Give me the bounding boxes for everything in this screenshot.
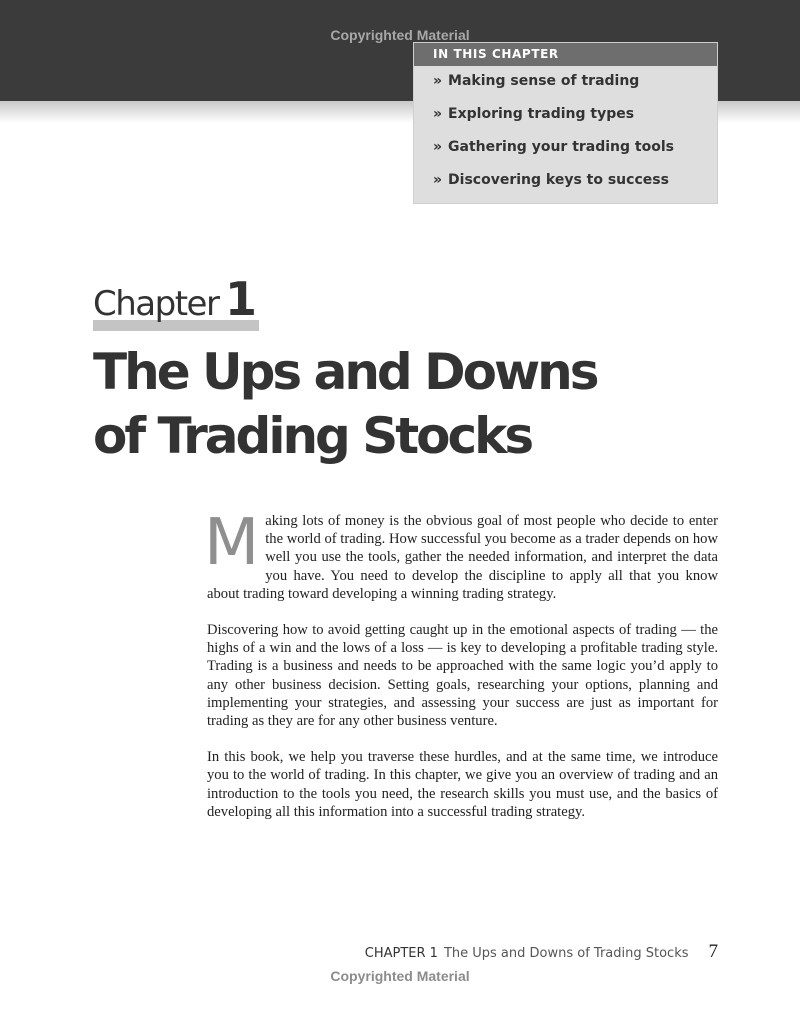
- list-item-label: Gathering your trading tools: [448, 139, 674, 155]
- chapter-title-line-1: The Ups and Downs: [93, 343, 597, 401]
- list-item-label: Exploring trading types: [448, 106, 635, 122]
- paragraph-2: Discovering how to avoid getting caught up in the emotional aspects of trading — the highs of a win and the lows of a loss — is key to developing a profitable trading style. Trading is a business and needs to be approached with the same logic you’d apply to any other business decision. Setting goals, researching your options, planning and implementing your strategies, and assessing your success are just as important for trading as they are for any other business venture.: [207, 622, 718, 730]
- double-chevron-icon: »: [433, 139, 443, 155]
- footer-chapter-label: CHAPTER 1: [364, 946, 438, 961]
- chapter-label: [93, 272, 259, 330]
- running-footer: [300, 941, 718, 963]
- in-this-chapter-box: [414, 43, 717, 203]
- list-item: [433, 106, 634, 122]
- chapter-number: 1: [225, 272, 258, 326]
- paragraph-1-text: aking lots of money is the obvious goal of most people who decide to enter the world of trading. How successful you become as a trader depends on how well you use the tools, gather the needed information, and interpret the data you have. You need to develop the discipline to apply all that you know about trading toward developing a winning trading strategy.: [207, 513, 718, 602]
- chapter-title-line-2: of Trading Stocks: [93, 407, 532, 465]
- body-text: [204, 506, 718, 839]
- double-chevron-icon: »: [433, 106, 443, 122]
- paragraph-3: In this book, we help you traverse these hurdles, and at the same time, we introduce you to the world of trading. In this chapter, we give you an overview of trading and an introduction to the tools you need, the research skills you must use, and the basics of developing all this information into a successful trading strategy.: [207, 749, 718, 820]
- list-item: [433, 73, 639, 89]
- list-item: [433, 172, 669, 188]
- watermark-top: Copyrighted Material: [330, 27, 470, 43]
- footer-chapter-title: The Ups and Downs of Trading Stocks: [443, 946, 689, 961]
- chapter-word: Chapter: [93, 284, 219, 324]
- chapter-title: [93, 340, 713, 468]
- watermark-bottom: Copyrighted Material: [330, 968, 470, 984]
- page-number: 7: [708, 941, 718, 962]
- double-chevron-icon: »: [433, 73, 443, 89]
- paragraph-1: [204, 506, 718, 603]
- drop-cap: M: [204, 506, 260, 580]
- double-chevron-icon: »: [433, 172, 443, 188]
- list-item: [433, 139, 674, 155]
- list-item-label: Making sense of trading: [448, 73, 640, 89]
- list-item-label: Discovering keys to success: [448, 172, 669, 188]
- in-this-chapter-header: IN THIS CHAPTER: [414, 43, 717, 66]
